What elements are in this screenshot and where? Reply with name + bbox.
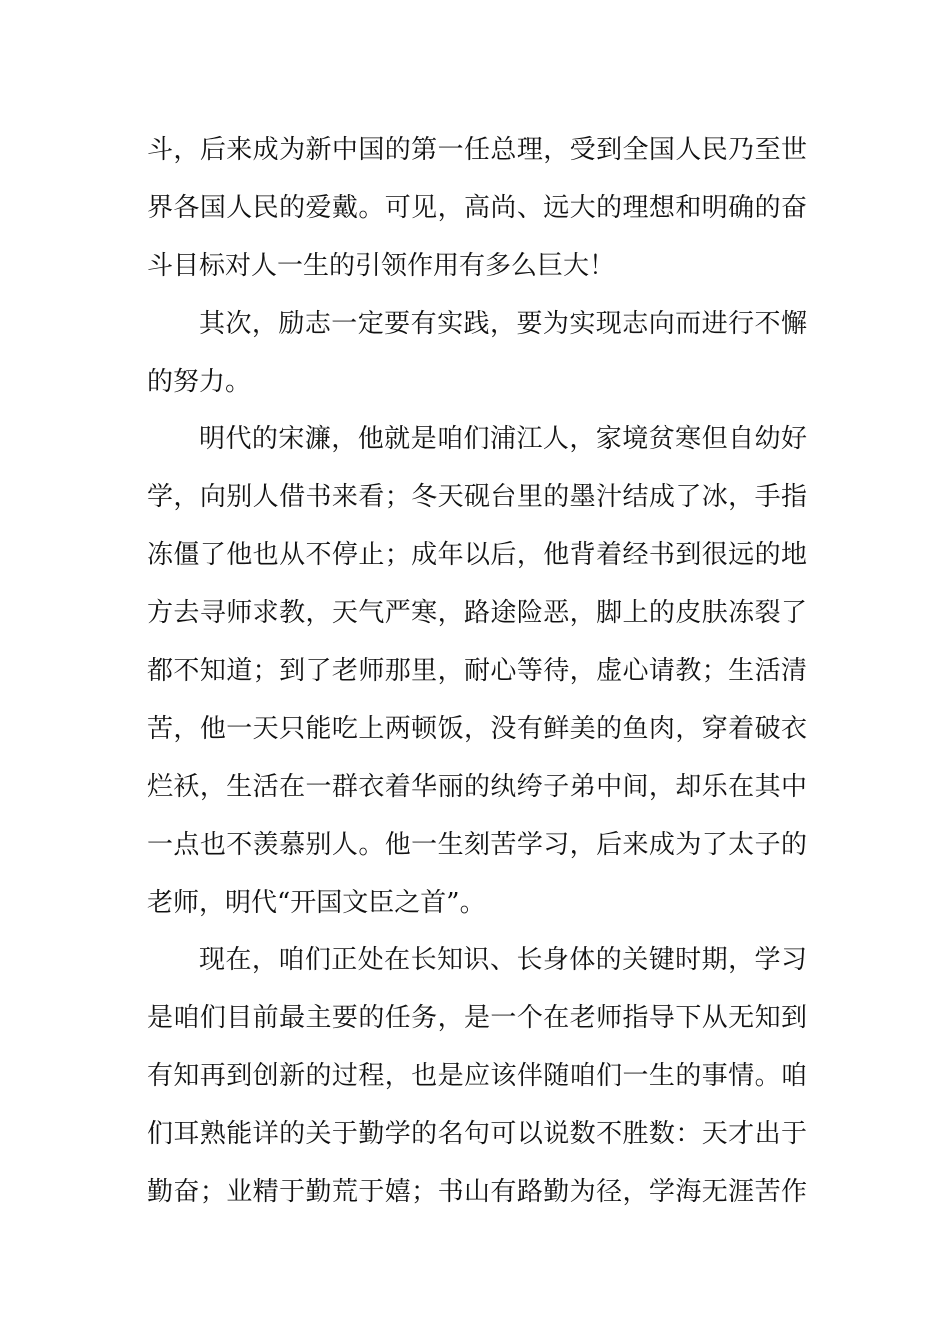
text-line: 们耳熟能详的关于勤学的名句可以说数不胜数：天才出于 xyxy=(147,1119,807,1150)
text-line: 方去寻师求教，天气严寒，路途险恶，脚上的皮肤冻裂了 xyxy=(147,598,807,629)
text-line: 明代的宋濂，他就是咱们浦江人，家境贫寒但自幼好 xyxy=(199,424,807,455)
text-line: 现在，咱们正处在长知识、长身体的关键时期，学习 xyxy=(199,945,807,976)
text-line: 是咱们目前最主要的任务，是一个在老师指导下从无知到 xyxy=(147,1003,807,1034)
text-line: 苦，他一天只能吃上两顿饭，没有鲜美的鱼肉，穿着破衣 xyxy=(147,713,807,744)
text-line: 其次，励志一定要有实践，要为实现志向而进行不懈 xyxy=(199,308,807,339)
text-line: 老师，明代“开国文臣之首”。 xyxy=(147,887,486,918)
body-text xyxy=(147,122,807,1222)
text-line: 有知再到创新的过程，也是应该伴随咱们一生的事情。咱 xyxy=(147,1061,807,1092)
text-line: 勤奋；业精于勤荒于嬉；书山有路勤为径，学海无涯苦作 xyxy=(147,1177,807,1208)
text-line: 学，向别人借书来看；冬天砚台里的墨汁结成了冰，手指 xyxy=(147,482,807,513)
text-line: 的努力。 xyxy=(147,366,252,397)
text-line: 烂袄，生活在一群衣着华丽的纨绔子弟中间，却乐在其中 xyxy=(147,771,807,802)
text-line: 界各国人民的爱戴。可见，高尚、远大的理想和明确的奋 xyxy=(147,192,807,223)
text-line: 都不知道；到了老师那里，耐心等待，虚心请教；生活清 xyxy=(147,656,807,687)
text-line: 一点也不羡慕别人。他一生刻苦学习，后来成为了太子的 xyxy=(147,829,807,860)
text-line: 斗目标对人一生的引领作用有多么巨大！ xyxy=(147,250,616,281)
text-line: 冻僵了他也从不停止；成年以后，他背着经书到很远的地 xyxy=(147,540,807,571)
text-line: 斗，后来成为新中国的第一任总理，受到全国人民乃至世 xyxy=(147,135,807,165)
